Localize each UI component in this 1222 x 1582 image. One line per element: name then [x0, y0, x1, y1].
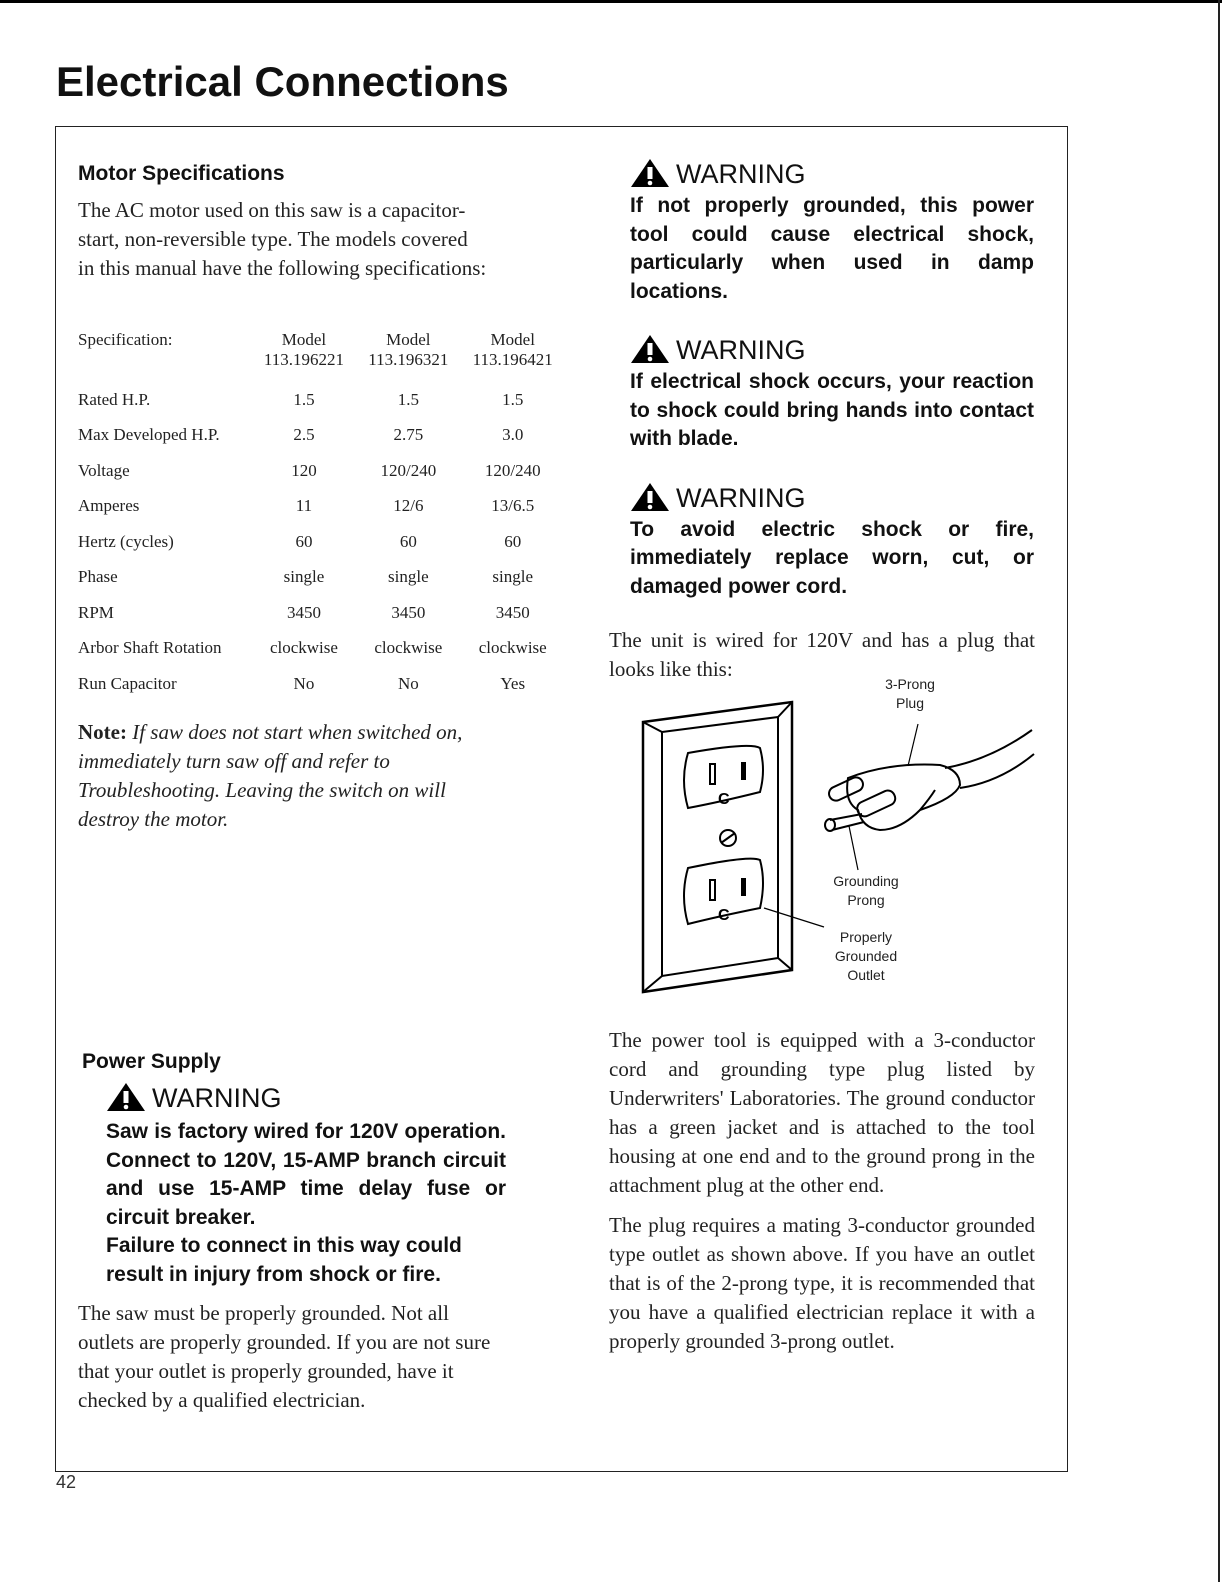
page-top-rule: [0, 0, 1222, 3]
warning-header: [630, 334, 1034, 364]
spec-cell: 11: [295, 496, 313, 516]
note-paragraph: [78, 718, 498, 834]
spec-cell: 1.5: [293, 389, 315, 409]
receptacle-mark: C: [718, 907, 730, 924]
plug-details: [609, 1026, 1035, 1356]
spec-row-label: Hertz (cycles): [78, 531, 174, 551]
spec-header-model: Model 113.196421: [472, 330, 553, 369]
spec-row-label: Rated H.P.: [78, 389, 151, 409]
spec-cell: 60: [504, 531, 522, 551]
table-row: [78, 560, 564, 596]
spec-cell: 2.5: [293, 425, 315, 445]
spec-cell: clockwise: [269, 638, 338, 658]
warning-triangle-icon: [630, 334, 670, 364]
note-label: Note:: [78, 720, 127, 744]
motor-specifications-heading: Motor Specifications: [78, 162, 285, 185]
spec-cell: 3450: [495, 602, 530, 622]
spec-table-header-row: [78, 326, 564, 382]
warning-triangle-icon: [106, 1082, 146, 1112]
spec-cell: 13/6.5: [491, 496, 535, 516]
table-row: [78, 524, 564, 560]
table-row: [78, 418, 564, 454]
note-block: [78, 718, 498, 834]
spec-cell: single: [492, 567, 534, 587]
spec-cell: 120/240: [380, 460, 437, 480]
warning-label: WARNING: [676, 482, 806, 513]
spec-row-label: Arbor Shaft Rotation: [78, 638, 222, 658]
warning-text: If not properly grounded, this power tool could cause electrical shock, particularly when used in damp locations.: [630, 194, 1034, 303]
page-right-edge: [1218, 0, 1220, 1582]
power-supply-warning-text: Saw is factory wired for 120V operation. Connect to 120V, 15-AMP branch circuit and use 15-AMP time delay fuse or circuit breaker.: [106, 1120, 506, 1229]
warning-label: WARNING: [676, 335, 806, 365]
motor-specifications-intro: The AC motor used on this saw is a capacitor-start, non-reversible type. The models covered in this manual have the following specifications:: [78, 198, 487, 280]
warning-label: WARNING: [152, 1083, 282, 1113]
spec-row-label: Max Developed H.P.: [78, 425, 220, 445]
spec-cell: 3450: [391, 602, 426, 622]
spec-cell: single: [283, 567, 325, 587]
spec-cell: 120/240: [484, 460, 541, 480]
spec-cell: No: [397, 673, 419, 693]
spec-cell: 3.0: [502, 425, 524, 445]
outlet-plug-figure: [600, 670, 1050, 1010]
table-row: [78, 595, 564, 631]
warning-triangle-icon: [630, 482, 670, 512]
warning-block: [630, 334, 1034, 454]
power-supply-body: The saw must be properly grounded. Not all outlets are properly grounded. If you are not sure that your outlet is properly grounded, have it checked by a qualified electrician.: [78, 1301, 491, 1412]
spec-cell: Yes: [500, 673, 526, 693]
plug-label: 3-Prong Plug: [885, 676, 935, 711]
power-supply-warning-header: [106, 1082, 506, 1112]
spec-cell: 2.75: [393, 425, 424, 445]
spec-cell: 120: [291, 460, 317, 480]
spec-cell: 1.5: [397, 389, 419, 409]
warning-block: [630, 482, 1034, 602]
spec-cell: 60: [399, 531, 417, 551]
warning-header: [630, 158, 1034, 188]
spec-cell: 60: [295, 531, 313, 551]
warning-triangle-icon: [630, 158, 670, 188]
table-row: [78, 631, 564, 667]
table-row: [78, 453, 564, 489]
warning-label: WARNING: [676, 159, 806, 189]
spec-row-label: Phase: [78, 567, 118, 587]
spec-cell: single: [388, 567, 429, 587]
table-row: [78, 666, 564, 702]
warning-text: To avoid electric shock or fire, immediately replace worn, cut, or damaged power cord.: [630, 517, 1034, 598]
receptacle-mark: C: [718, 791, 730, 808]
warnings-column: [630, 158, 1034, 601]
spec-header-label: Specification:: [78, 330, 173, 349]
warning-text: If electrical shock occurs, your reaction to shock could bring hands into contact with blade.: [630, 370, 1034, 450]
page-number: 42: [56, 1472, 77, 1492]
spec-cell: 3450: [286, 602, 321, 622]
note-text: If saw does not start when switched on, immediately turn saw off and refer to Troubleshooting. Leaving the switch on will destroy the motor.: [78, 720, 463, 831]
table-row: [78, 382, 564, 418]
cord-description-paragraph: The power tool is equipped with a 3-conductor cord and grounding type plug listed by Underwriters' Laboratories. The ground conductor has a green jacket and is attached to the tool housing at one end and to the ground prong in the attachment plug at the other end.: [609, 1028, 1035, 1197]
grounding-prong-label: Grounding Prong: [833, 873, 899, 908]
motor-specifications-section: [78, 162, 498, 283]
power-supply-section: [78, 1050, 512, 1415]
power-supply-warning-consequence: Failure to connect in this way could result in injury from shock or fire.: [106, 1234, 462, 1286]
spec-row-label: RPM: [78, 602, 114, 622]
plug-intro-text: The unit is wired for 120V and has a plug that looks like this:: [609, 628, 1035, 681]
power-supply-heading: Power Supply: [82, 1050, 221, 1073]
spec-row-label: Voltage: [78, 460, 130, 480]
spec-table-wrap: [78, 326, 568, 702]
grounded-outlet-label: Properly Grounded Outlet: [834, 929, 898, 983]
spec-table: [78, 326, 564, 702]
spec-cell: clockwise: [478, 638, 547, 658]
outlet-requirement-paragraph: The plug requires a mating 3-conductor grounded type outlet as shown above. If you have an outlet that is of the 2-prong type, it is recommended that you have a qualified electrician replace it with a properly grounded 3-prong outlet.: [609, 1213, 1035, 1353]
warning-header: [630, 482, 1034, 512]
table-row: [78, 489, 564, 525]
warning-block: [630, 158, 1034, 306]
page-title: Electrical Connections: [56, 58, 509, 105]
spec-cell: No: [293, 673, 315, 693]
spec-cell: clockwise: [374, 638, 443, 658]
spec-row-label: Run Capacitor: [78, 673, 177, 693]
spec-row-label: Amperes: [78, 496, 140, 516]
spec-header-model: Model 113.196321: [368, 330, 449, 369]
spec-header-model: Model 113.196221: [263, 330, 344, 369]
spec-cell: 1.5: [502, 389, 524, 409]
spec-cell: 12/6: [393, 496, 424, 516]
